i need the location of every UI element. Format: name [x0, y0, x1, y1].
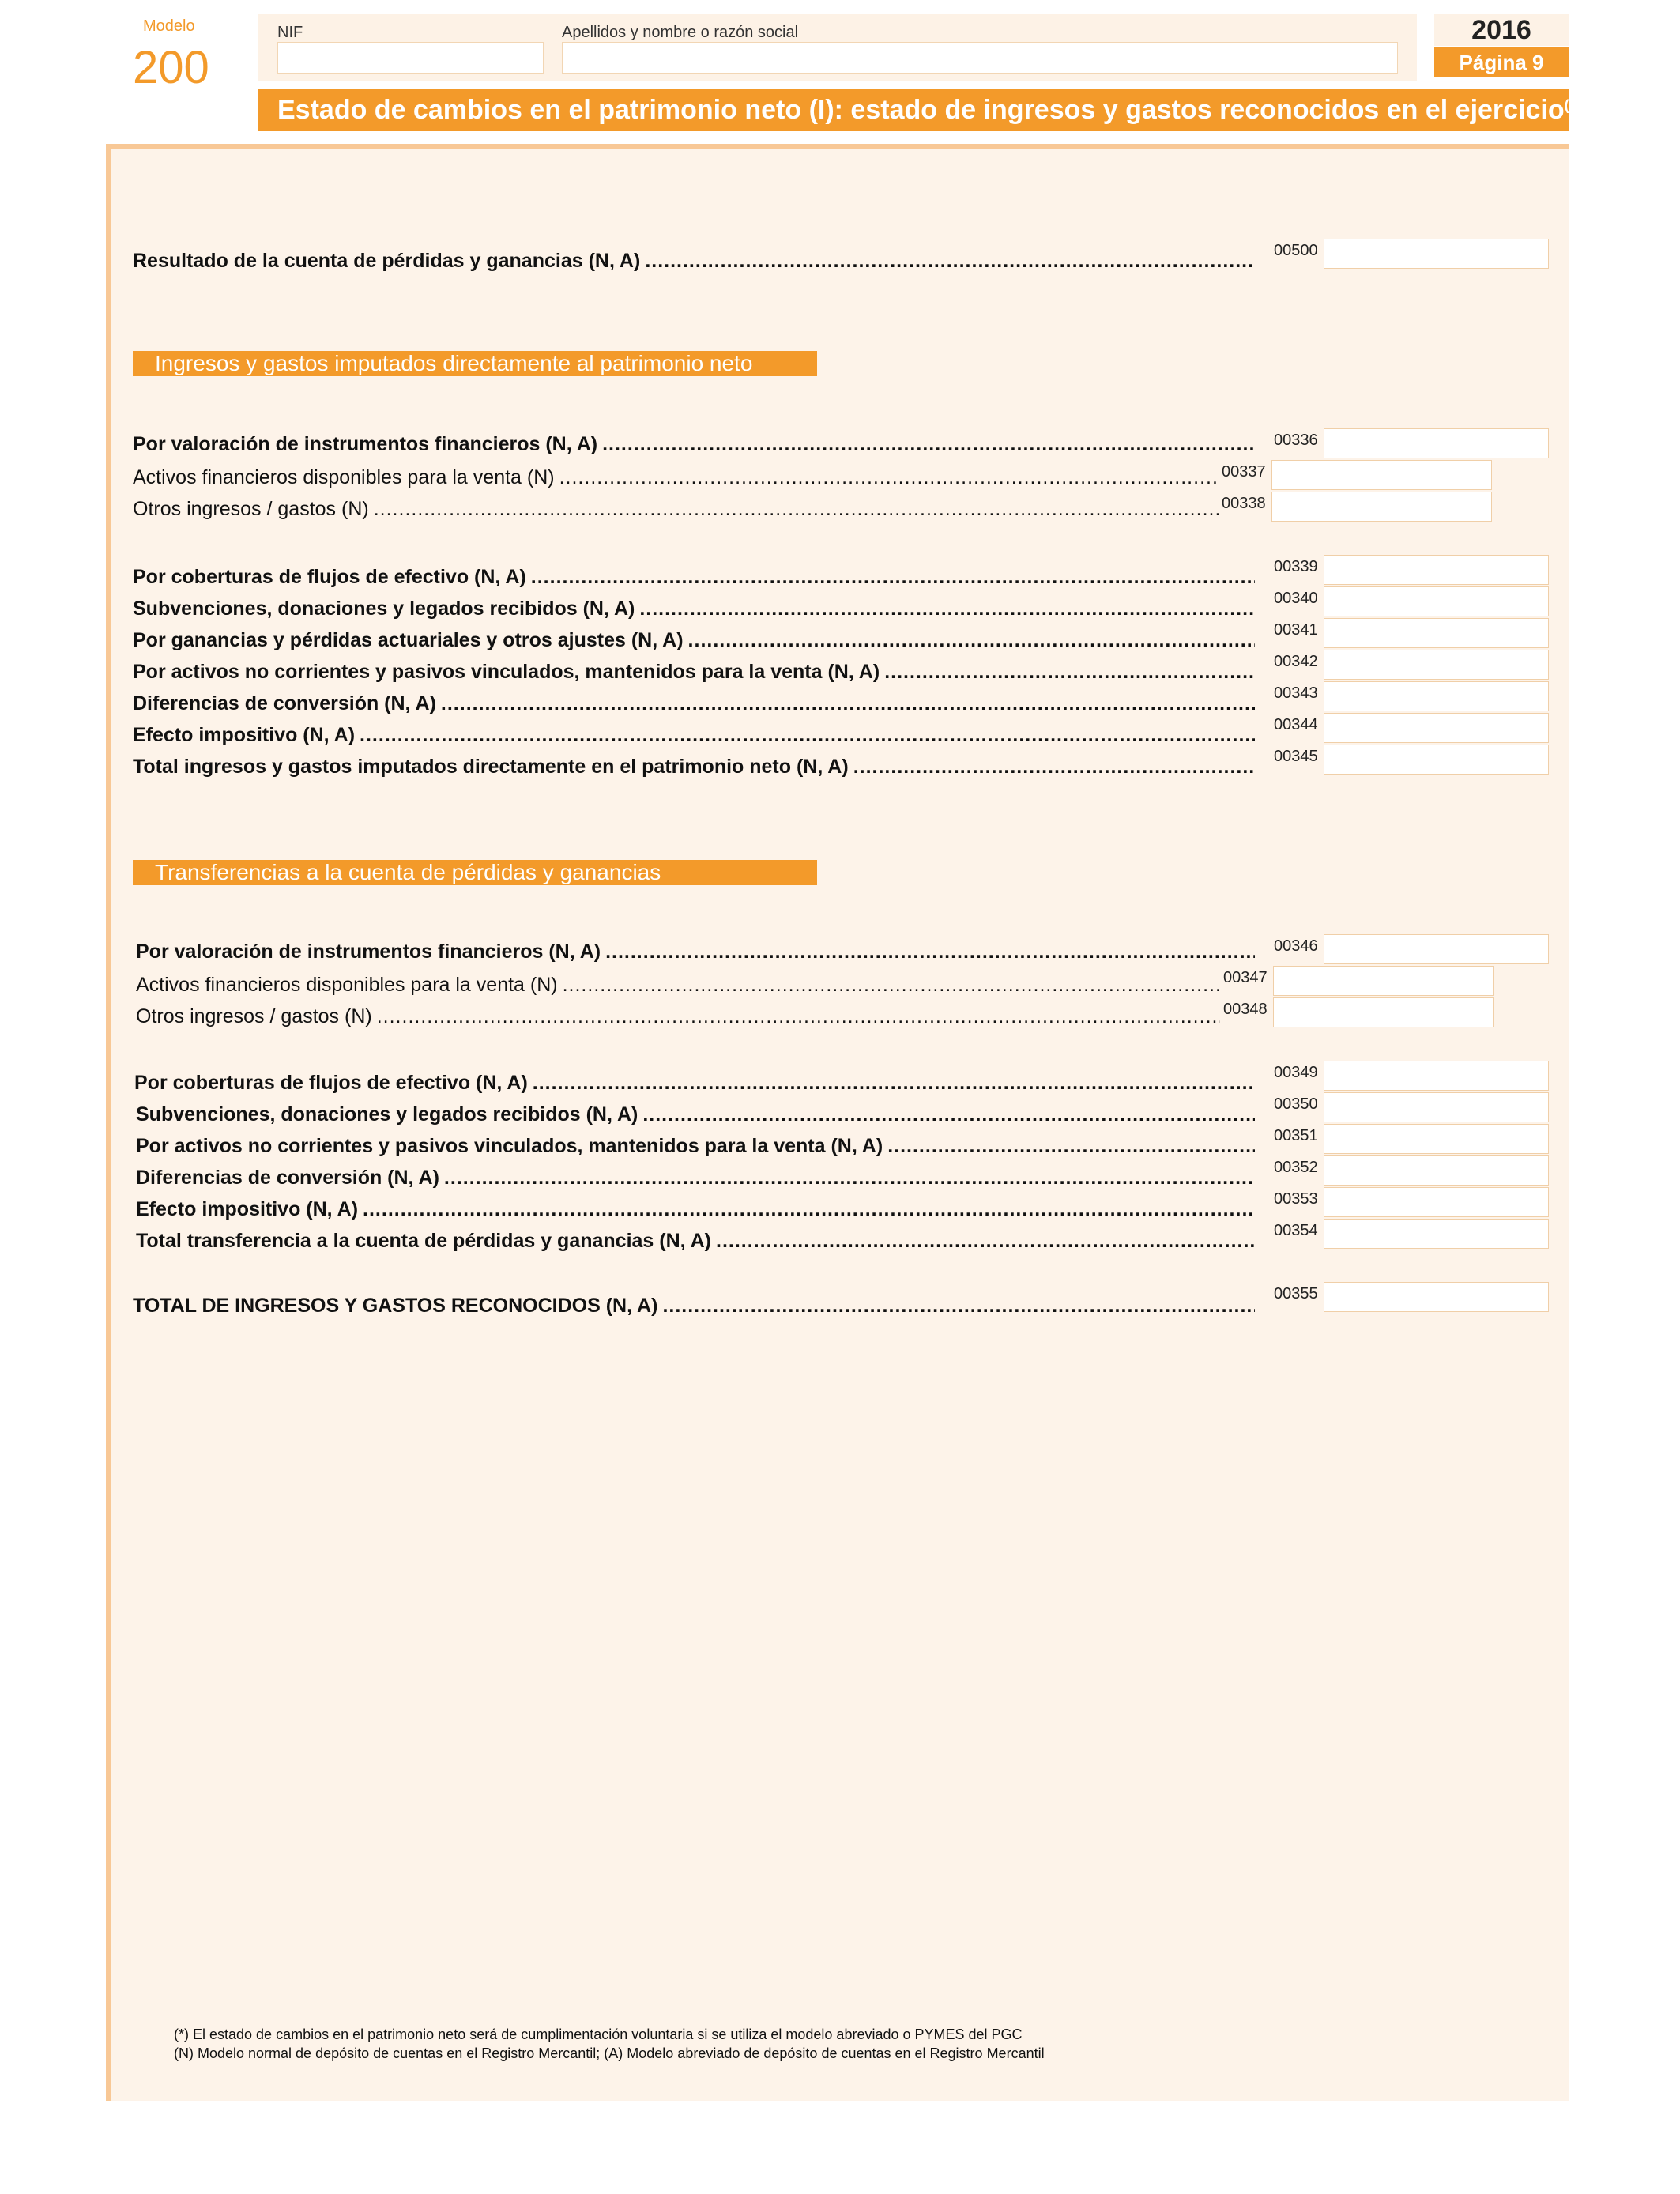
row-00354: [136, 1230, 1255, 1253]
row-00346: [136, 941, 1255, 963]
row-00351: [136, 1135, 1255, 1158]
name-label: Apellidos y nombre o razón social: [562, 24, 799, 41]
code-00345: 00345: [1272, 745, 1324, 775]
row-00349: [134, 1072, 1255, 1095]
leader-dots: [360, 724, 1255, 747]
row-label: TOTAL DE INGRESOS Y GASTOS RECONOCIDOS (N, A): [133, 1295, 658, 1317]
row-label: Total transferencia a la cuenta de pérdidas y ganancias (N, A): [136, 1230, 712, 1252]
code-00341: 00341: [1272, 618, 1324, 648]
leader-dots: [853, 756, 1255, 778]
leader-dots: [639, 598, 1255, 620]
row-label: Activos financieros disponibles para la venta (N): [133, 466, 555, 488]
row-label: Otros ingresos / gastos (N): [133, 498, 369, 520]
leader-dots: [444, 1167, 1255, 1189]
code-00350: 00350: [1272, 1092, 1324, 1122]
row-label: Por ganancias y pérdidas actuariales y otros ajustes (N, A): [133, 629, 684, 651]
code-00346: 00346: [1272, 934, 1324, 964]
leader-dots: [662, 1295, 1255, 1318]
leader-dots: [887, 1135, 1255, 1158]
row-label: Subvenciones, donaciones y legados recibidos (N, A): [133, 598, 635, 620]
leader-dots: [374, 498, 1219, 521]
row-00340: [133, 598, 1255, 620]
row-label: Efecto impositivo (N, A): [133, 724, 356, 746]
leader-dots: [688, 629, 1255, 652]
leader-dots: [605, 941, 1255, 963]
name-field[interactable]: [562, 42, 1398, 74]
row-label: Por valoración de instrumentos financieros (N, A): [136, 941, 601, 963]
leader-dots: [363, 1198, 1255, 1221]
title-footnote-mark: (*): [1564, 97, 1580, 113]
row-label: Por valoración de instrumentos financieros (N, A): [133, 433, 598, 455]
row-00339: [133, 566, 1255, 589]
row-label: Resultado de la cuenta de pérdidas y ganancias (N, A): [133, 250, 641, 272]
nif-label: NIF: [277, 24, 303, 41]
row-00500: [133, 250, 1255, 273]
page-title-text: Estado de cambios en el patrimonio neto (I): estado de ingresos y gastos reconocidos en el ejercicio: [277, 95, 1565, 125]
footnote-voluntary: (*) El estado de cambios en el patrimonio neto será de cumplimentación voluntaria si se utiliza el modelo abreviado o PYMES del PGC: [174, 2026, 1023, 2042]
footnote-legend: (N) Modelo normal de depósito de cuentas en el Registro Mercantil; (A) Modelo abreviado de depósito de cuentas en el Registro Mercantil: [174, 2045, 1045, 2061]
row-label: Activos financieros disponibles para la venta (N): [136, 974, 558, 996]
leader-dots: [884, 661, 1255, 684]
leader-dots: [645, 250, 1255, 273]
row-00336: [133, 433, 1255, 456]
code-00500: 00500: [1272, 239, 1324, 269]
year-badge: 2016: [1434, 14, 1569, 46]
code-00355: 00355: [1272, 1282, 1324, 1312]
row-00353: [136, 1198, 1255, 1221]
code-00352: 00352: [1272, 1155, 1324, 1186]
code-00343: 00343: [1272, 681, 1324, 711]
code-00351: 00351: [1272, 1124, 1324, 1154]
code-00353: 00353: [1272, 1187, 1324, 1217]
leader-dots: [602, 433, 1255, 456]
leader-dots: [441, 692, 1255, 715]
leader-dots: [559, 466, 1219, 489]
leader-dots: [716, 1230, 1255, 1253]
leader-dots: [533, 1072, 1255, 1095]
code-00336: 00336: [1272, 428, 1324, 458]
code-00354: 00354: [1272, 1219, 1324, 1249]
leader-dots: [642, 1103, 1255, 1126]
row-label: Diferencias de conversión (N, A): [133, 692, 436, 714]
row-00347: [136, 974, 1220, 997]
code-00342: 00342: [1272, 650, 1324, 680]
section-header-ingresos: Ingresos y gastos imputados directamente al patrimonio neto: [133, 351, 817, 376]
code-00348: 00348: [1222, 997, 1274, 1027]
code-00337: 00337: [1220, 460, 1272, 490]
modelo-label: Modelo: [143, 17, 195, 35]
row-label: Subvenciones, donaciones y legados recibidos (N, A): [136, 1103, 638, 1125]
leader-dots: [531, 566, 1255, 589]
row-label: Por coberturas de flujos de efectivo (N, A): [134, 1072, 528, 1094]
row-00350: [136, 1103, 1255, 1126]
code-00339: 00339: [1272, 555, 1324, 585]
leader-dots: [377, 1005, 1220, 1028]
row-00343: [133, 692, 1255, 715]
code-00347: 00347: [1222, 966, 1274, 996]
row-label: Efecto impositivo (N, A): [136, 1198, 359, 1220]
row-00338: [133, 498, 1219, 521]
row-00342: [133, 661, 1255, 684]
row-00348: [136, 1005, 1220, 1028]
section-header-transferencias: Transferencias a la cuenta de pérdidas y ganancias: [133, 860, 817, 885]
page-title: [258, 89, 1580, 131]
code-00338: 00338: [1220, 492, 1272, 522]
row-label: Por coberturas de flujos de efectivo (N, A): [133, 566, 526, 588]
nif-field[interactable]: [277, 42, 544, 74]
code-00344: 00344: [1272, 713, 1324, 743]
row-00345: [133, 756, 1255, 778]
modelo-number: 200: [133, 42, 209, 93]
row-label: Por activos no corrientes y pasivos vinculados, mantenidos para la venta (N, A): [136, 1135, 883, 1157]
row-00344: [133, 724, 1255, 747]
row-label: Total ingresos y gastos imputados directamente en el patrimonio neto (N, A): [133, 756, 849, 778]
row-00352: [136, 1167, 1255, 1189]
row-00355: [133, 1295, 1255, 1318]
leader-dots: [563, 974, 1220, 997]
row-00341: [133, 629, 1255, 652]
code-00340: 00340: [1272, 586, 1324, 616]
row-00337: [133, 466, 1219, 489]
row-label: Diferencias de conversión (N, A): [136, 1167, 439, 1189]
code-00349: 00349: [1272, 1061, 1324, 1091]
row-label: Otros ingresos / gastos (N): [136, 1005, 372, 1027]
row-label: Por activos no corrientes y pasivos vinculados, mantenidos para la venta (N, A): [133, 661, 880, 683]
page-badge: Página 9: [1434, 47, 1569, 77]
